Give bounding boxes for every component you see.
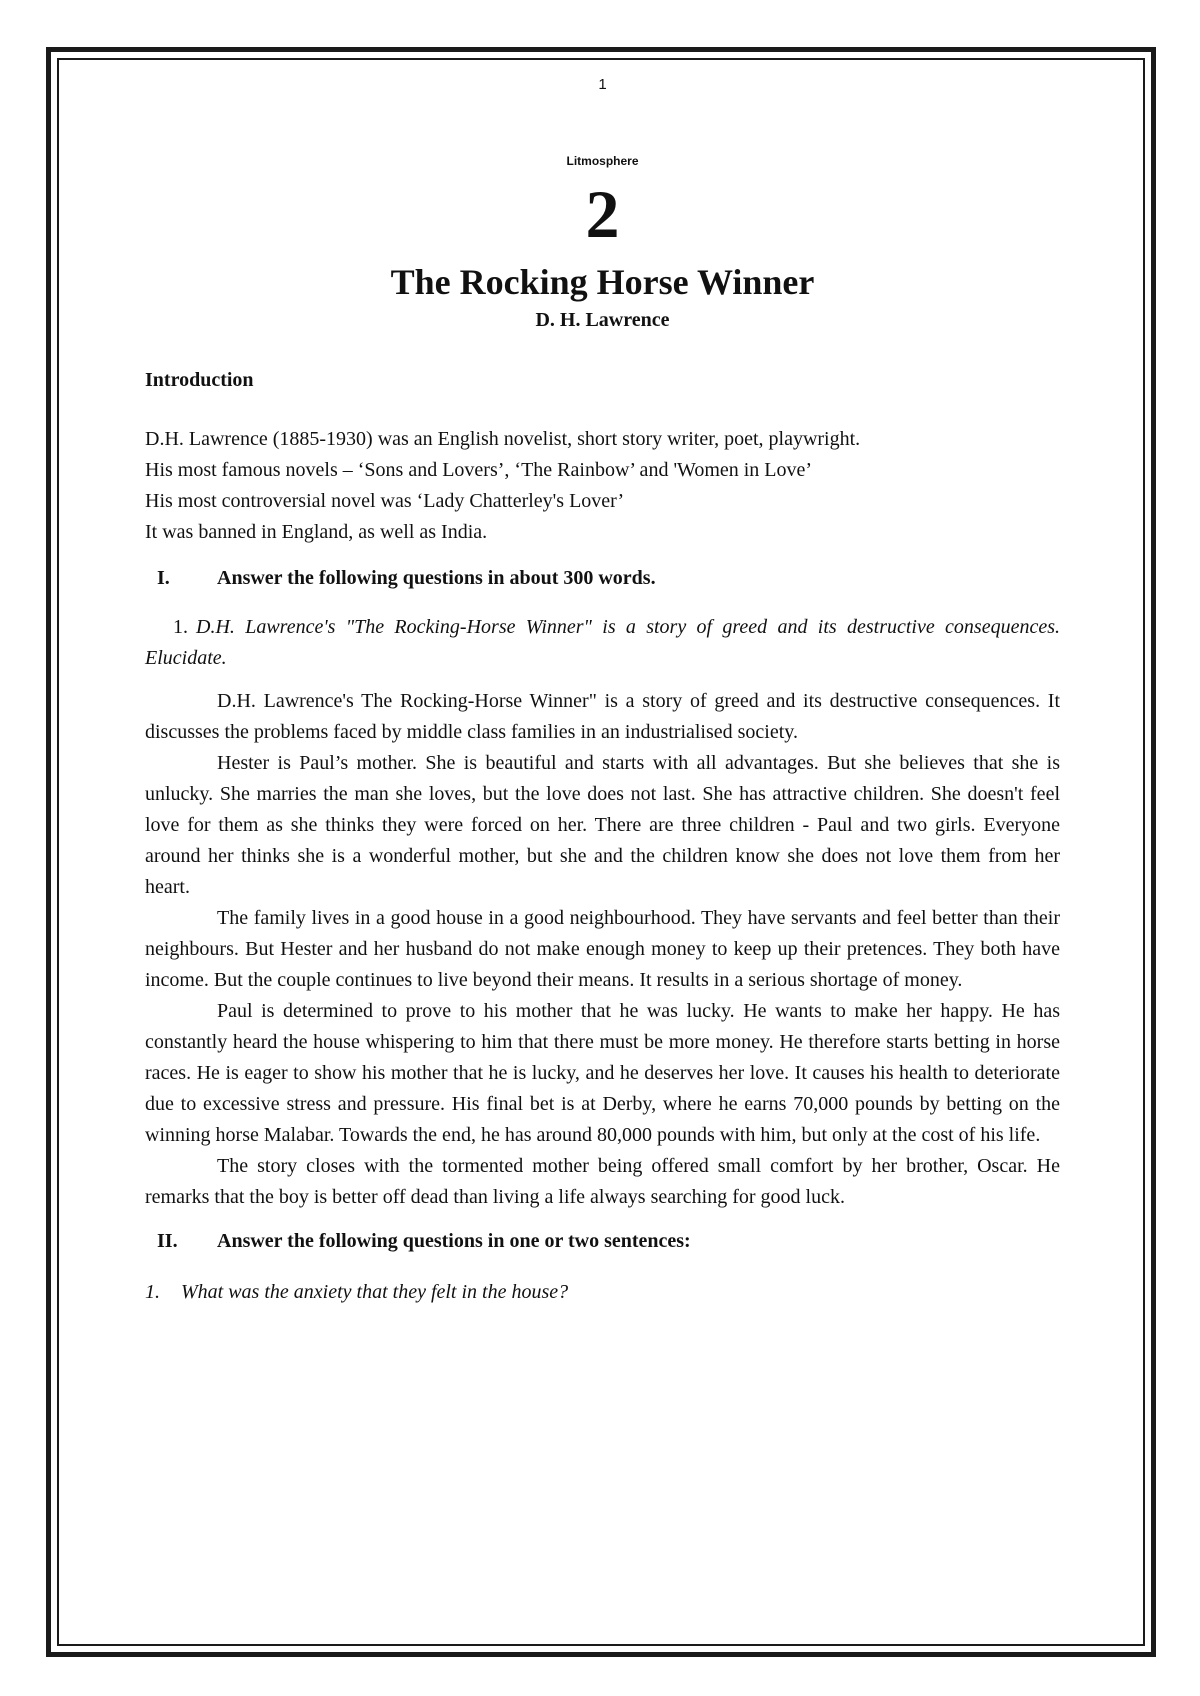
- intro-line: It was banned in England, as well as India.: [145, 521, 488, 543]
- short-question-number: 1.: [145, 1281, 160, 1303]
- long-question: [145, 612, 1060, 674]
- section-1-numeral: I.: [157, 567, 170, 589]
- page-number: 1: [598, 76, 607, 93]
- section-1-title: Answer the following questions in about 300 words.: [217, 567, 656, 589]
- answer-paragraph: D.H. Lawrence's The Rocking-Horse Winner" is a story of greed and its destructive consequences. It discusses the problems faced by middle class families in an industrialised society.: [145, 690, 1060, 743]
- introduction-heading: Introduction: [145, 369, 254, 391]
- section-2-numeral: II.: [157, 1230, 178, 1252]
- long-question-number: 1.: [173, 616, 188, 638]
- running-head: Litmosphere: [566, 154, 639, 168]
- answer-paragraph: The story closes with the tormented mother being offered small comfort by her brother, Oscar. He remarks that the boy is better off dead than living a life always searching for good luck.: [145, 1155, 1060, 1208]
- short-question: [145, 1277, 1060, 1308]
- answer-paragraph: Hester is Paul’s mother. She is beautiful and starts with all advantages. But she believes that she is unlucky. She marries the man she loves, but the love does not last. She has attractive children. She doesn't feel love for them as she thinks they were forced on her. There are three children - Paul and two girls. Everyone around her thinks she is a wonderful mother, but she and the children know she does not love them from her heart.: [145, 752, 1060, 898]
- long-question-text: D.H. Lawrence's "The Rocking-Horse Winner" is a story of greed and its destructive consequences. Elucidate.: [145, 616, 1060, 669]
- chapter-number: 2: [585, 176, 620, 252]
- intro-line: His most famous novels – ‘Sons and Lovers’, ‘The Rainbow’ and 'Women in Love’: [145, 459, 813, 481]
- page-content: [145, 60, 1060, 1308]
- section-2-title: Answer the following questions in one or two sentences:: [217, 1230, 691, 1252]
- intro-line: D.H. Lawrence (1885-1930) was an English novelist, short story writer, poet, playwright.: [145, 428, 861, 450]
- chapter-title: The Rocking Horse Winner: [390, 262, 815, 302]
- section-1-heading: [145, 564, 1060, 592]
- answer-paragraph: The family lives in a good house in a good neighbourhood. They have servants and feel better than their neighbours. But Hester and her husband do not make enough money to keep up their pretences. They both have income. But the couple continues to live beyond their means. It results in a serious shortage of money.: [145, 907, 1060, 991]
- section-2-heading: [145, 1227, 1060, 1255]
- introduction-text: [145, 424, 1060, 548]
- chapter-author: D. H. Lawrence: [535, 309, 670, 331]
- short-question-text: What was the anxiety that they felt in the house?: [181, 1281, 569, 1303]
- answer-body: [145, 686, 1060, 1213]
- intro-line: His most controversial novel was ‘Lady Chatterley's Lover’: [145, 490, 625, 512]
- answer-paragraph: Paul is determined to prove to his mother that he was lucky. He wants to make her happy. He has constantly heard the house whispering to him that there must be more money. He therefore starts betting in horse races. He is eager to show his mother that he is lucky, and he deserves her love. It causes his health to deteriorate due to excessive stress and pressure. His final bet is at Derby, where he earns 70,000 pounds by betting on the winning horse Malabar. Towards the end, he has around 80,000 pounds with him, but only at the cost of his life.: [145, 1000, 1060, 1146]
